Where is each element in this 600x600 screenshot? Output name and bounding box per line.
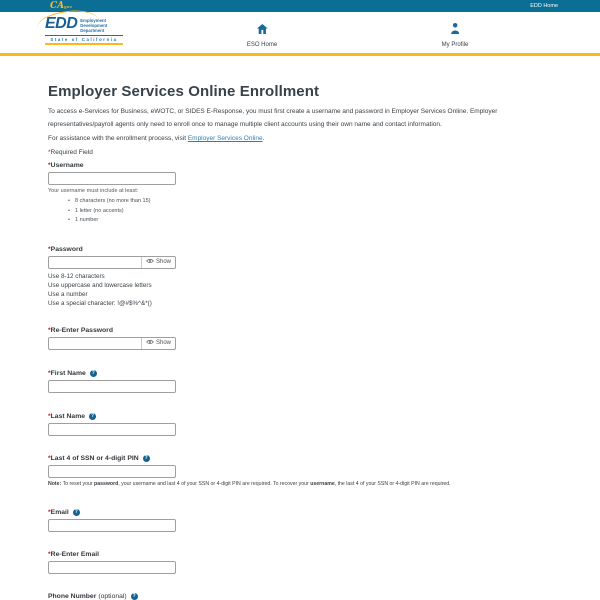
reenter-password-input[interactable] — [49, 338, 141, 349]
ssn-pin-label: * Last 4 of SSN or 4-digit PIN ? — [48, 454, 148, 462]
nav-eso-home-label: ESO Home — [246, 42, 278, 48]
reenter-password-field — [48, 337, 176, 350]
ssn-pin-input[interactable] — [48, 465, 176, 478]
password-rule: Use 8-12 characters — [48, 272, 105, 280]
password-rule: Use uppercase and lowercase letters — [48, 281, 152, 289]
email-group — [48, 509, 552, 532]
required-asterisk: * — [48, 162, 51, 169]
enrollment-form — [0, 56, 600, 600]
page-title: Employer Services Online Enrollment — [48, 83, 320, 100]
email-input[interactable] — [48, 519, 176, 532]
edd-logo-line: Development — [80, 23, 108, 29]
phone-label: Phone Number (optional) ? — [48, 592, 136, 600]
username-label: * Username — [48, 162, 84, 169]
nav-eso-home[interactable] — [247, 21, 277, 48]
password-input[interactable] — [49, 257, 141, 268]
required-asterisk: * — [48, 149, 51, 156]
password-field — [48, 256, 176, 269]
last-name-label: * Last Name ? — [48, 412, 95, 420]
edd-logo[interactable] — [45, 16, 123, 45]
intro-paragraph: To access e-Services for Business, eWOTC, or SIDES E-Response, you must first create a username and password in Employer Services Online. Employer representatives/payroll agents only need to enroll once to manage multiple client accounts using their own name and contact information. — [48, 108, 498, 128]
required-asterisk: * — [48, 369, 51, 377]
help-icon[interactable]: ? — [91, 370, 95, 376]
reenter-email-input[interactable] — [48, 561, 176, 574]
password-rules — [48, 272, 552, 308]
eye-icon — [146, 339, 154, 347]
top-utility-bar — [0, 0, 600, 12]
reenter-email-label: * Re-Enter Email — [48, 550, 100, 558]
last-name-group — [48, 413, 552, 436]
reenter-email-group — [48, 551, 552, 574]
username-requirements — [48, 197, 552, 226]
password-group — [48, 246, 552, 308]
eye-icon — [146, 258, 154, 266]
help-icon[interactable]: ? — [91, 413, 95, 419]
username-hint: Your username must include at least: — [48, 188, 139, 194]
password-rule: Use a number — [48, 290, 88, 298]
first-name-group — [48, 370, 552, 393]
required-asterisk: * — [48, 326, 51, 334]
first-name-label: * First Name ? — [48, 369, 95, 377]
edd-logo-acronym: EDD — [45, 15, 78, 32]
reenter-password-group — [48, 327, 552, 350]
show-reenter-password-button[interactable]: Show — [141, 338, 175, 349]
required-asterisk: * — [48, 454, 51, 462]
required-asterisk: * — [48, 508, 51, 516]
show-password-button[interactable]: Show — [141, 257, 175, 268]
person-icon — [450, 21, 459, 39]
assistance-suffix: . — [262, 135, 265, 142]
help-icon[interactable]: ? — [74, 509, 78, 515]
help-icon[interactable]: ? — [132, 593, 136, 599]
help-icon[interactable]: ? — [144, 455, 148, 461]
last-name-input[interactable] — [48, 423, 176, 436]
username-requirement-item: • 8 characters (no more than 15) — [48, 197, 552, 207]
ssn-pin-note: Note: To reset your password, your username and last 4 of your SSN or 4-digit PIN are required. To recover your username, the last 4 of your SSN or 4-digit PIN are required. — [48, 480, 451, 487]
site-header — [0, 12, 600, 53]
edd-home-link[interactable]: EDD Home — [530, 3, 558, 9]
username-requirement-item: • 1 number — [48, 216, 552, 226]
first-name-input[interactable] — [48, 380, 176, 393]
assistance-text: For assistance with the enrollment process, visit — [48, 135, 188, 142]
nav-my-profile-label: My Profile — [441, 42, 469, 48]
ca-gov-logo-suffix: gov — [64, 3, 73, 9]
edd-logo-line: Employment — [80, 18, 107, 23]
username-input[interactable] — [48, 172, 176, 185]
ssn-pin-group — [48, 455, 552, 488]
ca-gov-logo[interactable] — [50, 1, 72, 12]
required-field-note — [48, 149, 552, 157]
required-note-text: Required Field — [50, 149, 93, 156]
username-group — [48, 162, 552, 226]
optional-tag: (optional) — [98, 592, 127, 600]
password-rule: Use a special character: !@#$%^&*() — [48, 299, 152, 307]
employer-services-online-link[interactable]: Employer Services Online — [187, 135, 263, 142]
reenter-password-label: * Re-Enter Password — [48, 326, 113, 334]
edd-logo-state: State of California — [45, 35, 123, 46]
assistance-line — [48, 135, 552, 143]
username-requirement-item: • 1 letter (no accents) — [48, 207, 552, 217]
required-asterisk: * — [48, 245, 51, 253]
ca-gov-logo-text: CA — [50, 0, 65, 11]
email-label: * Email ? — [48, 508, 78, 516]
password-label: * Password — [48, 245, 83, 253]
edd-logo-line: Department — [80, 28, 105, 34]
required-asterisk: * — [48, 412, 51, 420]
phone-group — [48, 593, 552, 600]
nav-my-profile[interactable] — [442, 21, 469, 48]
required-asterisk: * — [48, 550, 51, 558]
home-icon — [257, 21, 268, 39]
